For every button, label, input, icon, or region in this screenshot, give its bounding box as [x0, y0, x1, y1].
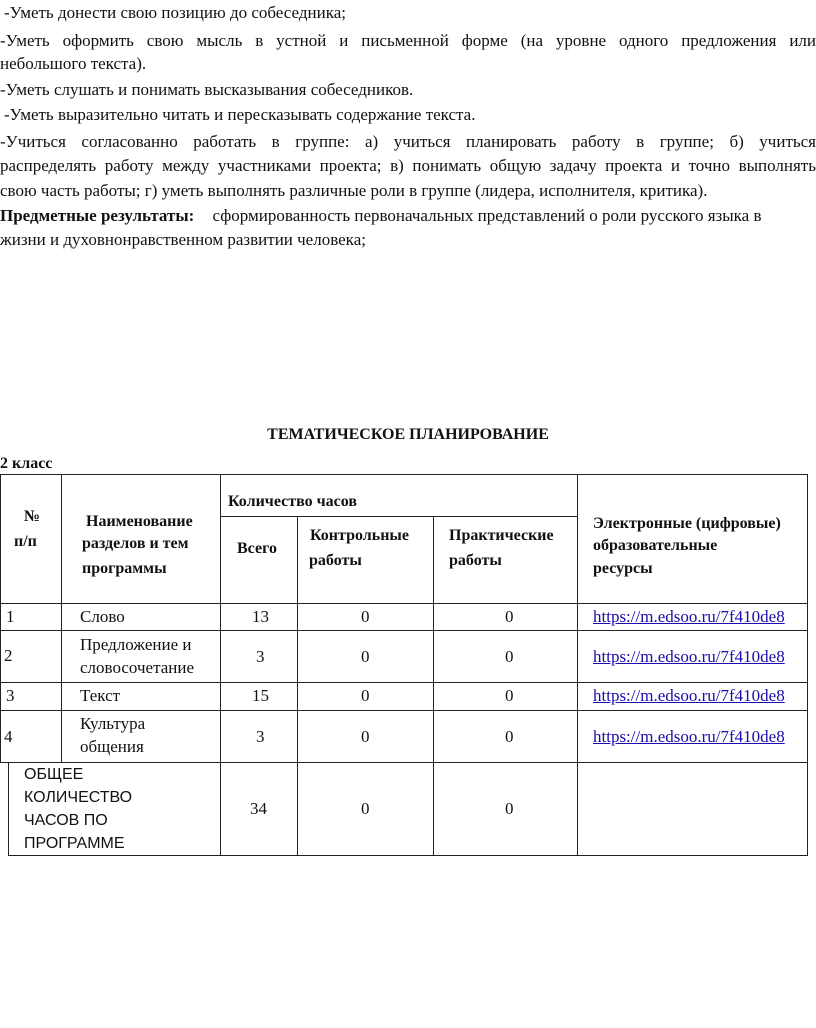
row-4-name-line-1: Культура [80, 714, 146, 733]
total-label-line-2: КОЛИЧЕСТВО [24, 789, 133, 806]
row-1-name: Слово [80, 607, 125, 626]
row-3-name: Текст [80, 686, 121, 705]
paragraph-5-line-3: свою часть работы; г) уметь выполнять различные роли в группе (лидера, исполнителя, критика). [0, 181, 708, 200]
header-num-line-1: № [24, 508, 41, 525]
total-row-total: 34 [250, 799, 267, 818]
row-3-control: 0 [361, 686, 370, 705]
row-2-num: 2 [4, 646, 13, 665]
header-control-line-2: работы [309, 552, 362, 569]
header-resources-line-2: образовательные [593, 537, 718, 554]
header-name-line-3: программы [82, 560, 167, 577]
row-1-resource-link[interactable]: https://m.edsoo.ru/7f410de8 [593, 607, 785, 626]
header-total: Всего [237, 540, 277, 557]
subject-results-label: Предметные результаты: [0, 206, 195, 225]
row-3-total: 15 [252, 686, 269, 705]
header-practical-line-2: работы [449, 552, 502, 569]
header-name-line-1: Наименование [86, 513, 193, 530]
header-resources-line-3: ресурсы [593, 560, 653, 577]
row-4-total: 3 [256, 727, 265, 746]
subject-results-text: сформированность первоначальных представлений о роли русского языка в [212, 206, 762, 225]
header-name-line-2: разделов и тем [82, 535, 189, 552]
total-row-control: 0 [361, 799, 370, 818]
row-2-control: 0 [361, 647, 370, 666]
row-3-practical: 0 [505, 686, 514, 705]
paragraph-1: -Уметь донести свою позицию до собеседника; [4, 3, 346, 22]
header-hours-group: Количество часов [228, 493, 357, 510]
row-1-control: 0 [361, 607, 370, 626]
total-row-practical: 0 [505, 799, 514, 818]
row-4-practical: 0 [505, 727, 514, 746]
header-resources-line-1: Электронные (цифровые) [593, 515, 781, 532]
section-title: ТЕМАТИЧЕСКОЕ ПЛАНИРОВАНИЕ [267, 426, 549, 443]
paragraph-2-line-2: небольшого текста). [0, 54, 147, 73]
row-2-total: 3 [256, 647, 265, 666]
row-4-name-line-2: общения [80, 737, 144, 756]
row-4-resource-link[interactable]: https://m.edsoo.ru/7f410de8 [593, 727, 785, 746]
row-3-num: 3 [6, 686, 15, 705]
row-4-num: 4 [4, 727, 13, 746]
total-label-line-4: ПРОГРАММЕ [24, 835, 125, 852]
header-practical-line-1: Практические [449, 527, 554, 544]
total-label-line-3: ЧАСОВ ПО [24, 812, 108, 829]
class-label: 2 класс [0, 455, 53, 472]
paragraph-2-line-1: -Уметь оформить свою мысль в устной и письменной форме (на уровне одного предложения или [0, 31, 816, 50]
row-4-control: 0 [361, 727, 370, 746]
row-1-total: 13 [252, 607, 269, 626]
row-2-name-line-2: словосочетание [80, 658, 194, 677]
row-1-practical: 0 [505, 607, 514, 626]
row-2-resource-link[interactable]: https://m.edsoo.ru/7f410de8 [593, 647, 785, 666]
row-3-resource-link[interactable]: https://m.edsoo.ru/7f410de8 [593, 686, 785, 705]
total-label-line-1: ОБЩЕЕ [24, 766, 84, 783]
header-num-line-2: п/п [14, 533, 37, 550]
paragraph-3: -Уметь слушать и понимать высказывания собеседников. [0, 80, 414, 99]
paragraph-5-line-1: -Учиться согласованно работать в группе: а) учиться планировать работу в группе; б) учиться [0, 132, 816, 151]
subject-results-line-2: жизни и духовнонравственном развитии человека; [0, 230, 366, 249]
row-1-num: 1 [6, 607, 15, 626]
row-2-practical: 0 [505, 647, 514, 666]
paragraph-4: -Уметь выразительно читать и пересказывать содержание текста. [4, 105, 476, 124]
paragraph-5-line-2: распределять работу между участниками проекта; в) понимать общую задачу проекта и точно выполнять [0, 156, 816, 175]
header-control-line-1: Контрольные [310, 527, 410, 544]
row-2-name-line-1: Предложение и [80, 635, 192, 654]
subject-results-line-1 [0, 205, 816, 227]
